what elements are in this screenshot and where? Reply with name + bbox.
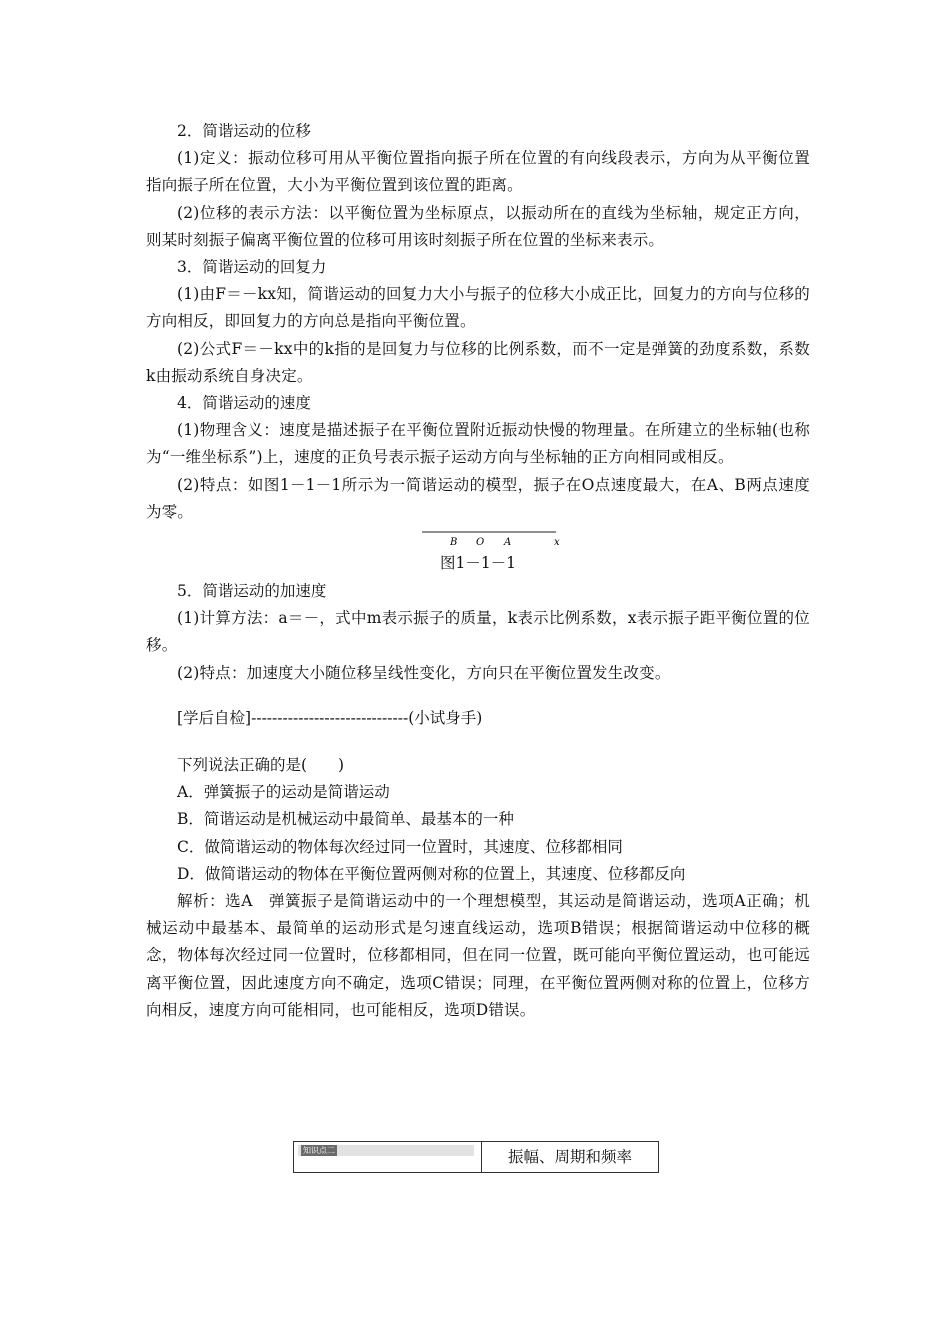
option-c: C．做简谐运动的物体每次经过同一位置时，其速度、位移都相同 [177, 837, 623, 856]
paragraph: (2)公式F＝－kx中的k指的是回复力与位移的比例系数，而不一定是弹簧的劲度系数，系数k由振动系统自身决定。 [146, 339, 810, 385]
label-x: x [554, 537, 560, 549]
paragraph: (2)特点：如图1－1－1所示为一简谐运动的模型，振子在O点速度最大，在A、B两点速度为零。 [146, 475, 810, 521]
self-check-header: [学后自检]------------------------------(小试身手) [177, 708, 483, 727]
figure-1-1-1 [146, 526, 810, 578]
section-heading: 2．简谐运动的位移 [177, 122, 311, 140]
knowledge-point-box [293, 1141, 659, 1173]
paragraph: (2)特点：加速度大小随位移呈线性变化，方向只在平衡位置发生改变。 [177, 663, 671, 682]
section-heading: 3．简谐运动的回复力 [177, 258, 327, 277]
figure-caption: 图1－1－1 [439, 554, 517, 573]
option-a: A．弹簧振子的运动是简谐运动 [177, 783, 390, 802]
paragraph: (1)定义：振动位移可用从平衡位置指向振子所在位置的有向线段表示，方向为从平衡位置指向振子所在位置，大小为平衡位置到该位置的距离。 [146, 149, 810, 195]
knowledge-badge-label: 知识点二 [303, 1146, 335, 1155]
label-o: O [476, 537, 485, 549]
document-body [146, 118, 810, 1024]
coordinate-axis-diagram [416, 528, 566, 550]
option-d: D．做简谐运动的物体在平衡位置两侧对称的位置上，其速度、位移都反向 [177, 864, 686, 883]
paragraph: (1)由F＝－kx知，简谐运动的回复力大小与振子的位移大小成正比，回复力的方向与位移的方向相反，即回复力的方向总是指向平衡位置。 [146, 285, 810, 331]
analysis: 解析：选A 弹簧振子是简谐运动中的一个理想模型，其运动是简谐运动，选项A正确；机械运动中最基本、最简单的运动形式是匀速直线运动，选项B错误；根据简谐运动中位移的概念，物体每次经过同一位置时，位移都相同，但在同一位置，既可能向平衡位置运动，也可能远离平衡位置，因此速度方向不确定，选项C错误；同理，在平衡位置两侧对称的位置上，位移方向相反，速度方向可能相同，也可能相反，选项D错误。 [146, 892, 810, 1019]
option-b: B．简谐运动是机械运动中最简单、最基本的一种 [177, 810, 514, 829]
paragraph: (2)位移的表示方法：以平衡位置为坐标原点，以振动所在的直线为坐标轴，规定正方向，则某时刻振子偏离平衡位置的位移可用该时刻振子所在位置的坐标来表示。 [146, 203, 810, 249]
paragraph: (1)物理含义：速度是描述振子在平衡位置附近振动快慢的物理量。在所建立的坐标轴(也称为“一维坐标系”)上，速度的正负号表示振子运动方向与坐标轴的正方向相同或相反。 [146, 421, 810, 467]
section-heading: 4．简谐运动的速度 [177, 394, 311, 413]
question-stem: 下列说法正确的是( ) [177, 756, 345, 775]
section-heading: 5．简谐运动的加速度 [177, 582, 327, 601]
knowledge-title: 振幅、周期和频率 [507, 1148, 632, 1166]
label-a: A [504, 537, 512, 549]
paragraph: (1)计算方法：a＝－，式中m表示振子的质量，k表示比例系数，x表示振子距平衡位置的位移。 [146, 609, 810, 655]
knowledge-badge [298, 1145, 474, 1156]
label-b: B [450, 537, 458, 549]
